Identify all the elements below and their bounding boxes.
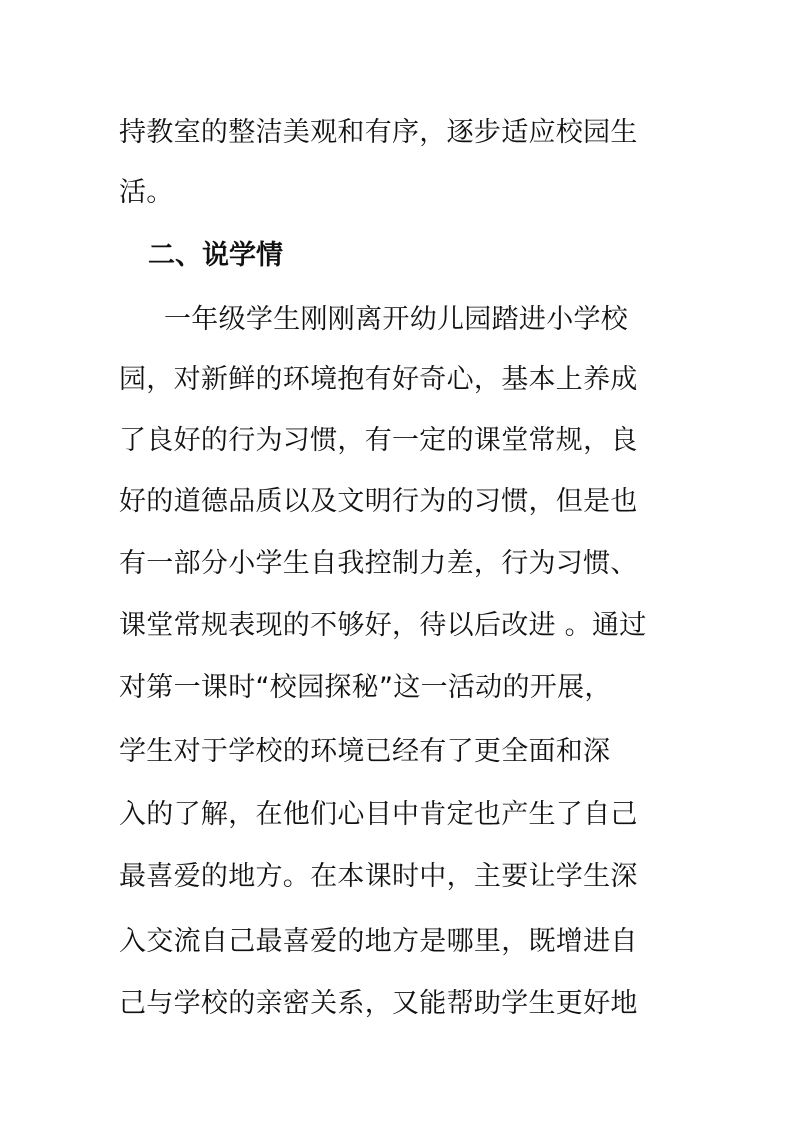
paragraph-line-4: 好的道德品质以及文明行为的习惯，但是也 [119,486,638,517]
section-heading: 二、说学情 [148,240,283,271]
paragraph-line-2: 园，对新鲜的环境抱有好奇心，基本上养成 [119,364,638,395]
continuation-line-1: 持教室的整洁美观和有序，逐步适应校园生 [119,117,638,148]
paragraph-line-8: 学生对于学校的环境已经有了更全面和深 [119,736,611,767]
paragraph-line-1: 一年级学生刚刚离开幼儿园踏进小学校 [164,304,629,335]
paragraph-line-6: 课堂常规表现的不够好，待以后改进 。通过 [119,610,647,641]
paragraph-line-9: 入的了解，在他们心目中肯定也产生了自己 [119,799,638,830]
paragraph-line-7: 对第一课时“校园探秘”这一活动的开展， [119,672,612,703]
paragraph-line-11: 入交流自己最喜爱的地方是哪里，既增进自 [119,926,638,957]
paragraph-line-12: 己与学校的亲密关系，又能帮助学生更好地 [119,988,638,1019]
continuation-line-2: 活。 [119,177,174,208]
paragraph-line-3: 了良好的行为习惯，有一定的课堂常规，良 [119,425,638,456]
paragraph-line-10: 最喜爱的地方。在本课时中，主要让学生深 [119,861,638,892]
paragraph-line-5: 有一部分小学生自我控制力差，行为习惯、 [119,548,638,579]
